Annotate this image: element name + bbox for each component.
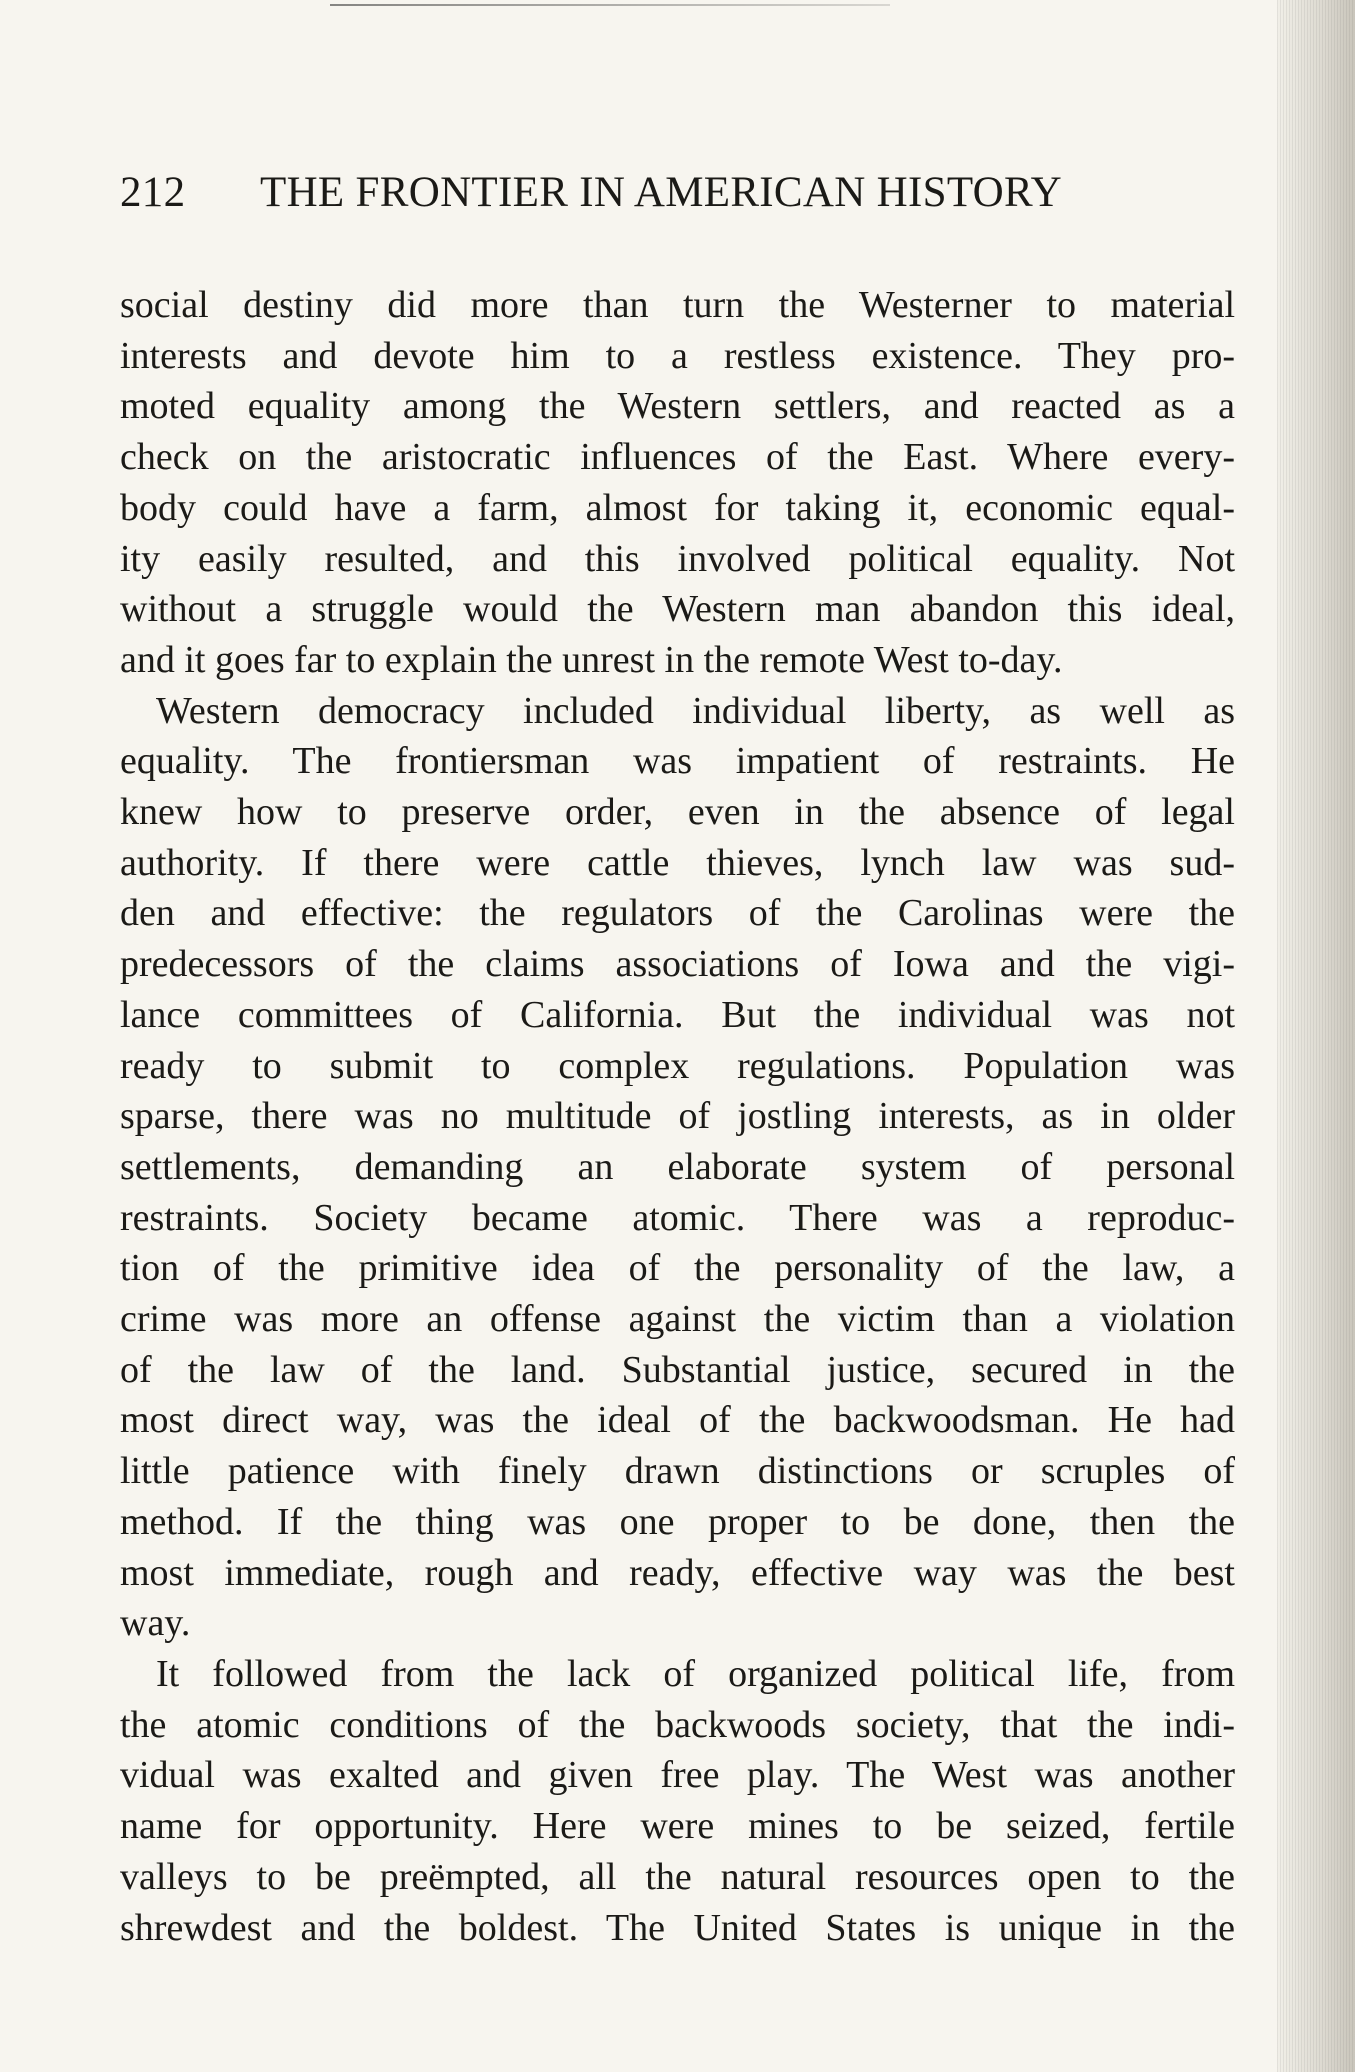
text-line: moted equality among the Western settlers, and reacted as a bbox=[120, 385, 1235, 428]
text-line: most immediate, rough and ready, effective way was the best bbox=[120, 1551, 1235, 1594]
text-line: restraints. Society became atomic. There was a reproduc- bbox=[120, 1196, 1235, 1239]
paragraph-3 bbox=[120, 1649, 1235, 1953]
text-line: lance committees of California. But the individual was not bbox=[120, 993, 1235, 1036]
text-line: way. bbox=[120, 1602, 191, 1645]
text-line: settlements, demanding an elaborate system of personal bbox=[120, 1145, 1235, 1188]
paragraph-2 bbox=[120, 686, 1235, 1649]
text-line: check on the aristocratic influences of the East. Where every- bbox=[120, 436, 1235, 479]
top-edge-rule bbox=[330, 4, 890, 6]
text-line: social destiny did more than turn the Westerner to material bbox=[120, 284, 1235, 326]
text-line: sparse, there was no multitude of jostling interests, as in older bbox=[120, 1095, 1235, 1138]
text-line: body could have a farm, almost for taking it, economic equal- bbox=[120, 486, 1235, 529]
page-number: 212 bbox=[120, 169, 186, 216]
text-line: authority. If there were cattle thieves, lynch law was sud- bbox=[120, 841, 1235, 884]
text-line: ity easily resulted, and this involved political equality. Not bbox=[120, 537, 1235, 580]
text-line: and it goes far to explain the unrest in the remote West to-day. bbox=[120, 638, 1063, 681]
text-line: name for opportunity. Here were mines to be seized, fertile bbox=[120, 1805, 1235, 1848]
text-line: knew how to preserve order, even in the absence of legal bbox=[120, 791, 1235, 834]
page-edge-shadow bbox=[1277, 0, 1355, 2072]
text-line: equality. The frontiersman was impatient of restraints. He bbox=[120, 740, 1235, 783]
text-line: interests and devote him to a restless existence. They pro- bbox=[120, 334, 1235, 377]
running-title: THE FRONTIER IN AMERICAN HISTORY bbox=[260, 169, 1062, 216]
text-line: of the law of the land. Substantial justice, secured in the bbox=[120, 1348, 1235, 1391]
text-line: tion of the primitive idea of the personality of the law, a bbox=[120, 1247, 1235, 1290]
body-text bbox=[120, 280, 1235, 1953]
text-line: most direct way, was the ideal of the backwoodsman. He had bbox=[120, 1399, 1235, 1442]
text-line: It followed from the lack of organized political life, from bbox=[156, 1652, 1235, 1695]
text-line: Western democracy included individual liberty, as well as bbox=[156, 689, 1235, 732]
text-line: method. If the thing was one proper to be done, then the bbox=[120, 1500, 1235, 1543]
paragraph-1 bbox=[120, 280, 1235, 686]
text-line: den and effective: the regulators of the Carolinas were the bbox=[120, 892, 1235, 935]
text-line: ready to submit to complex regulations. Population was bbox=[120, 1044, 1235, 1087]
text-line: little patience with finely drawn distinctions or scruples of bbox=[120, 1450, 1235, 1493]
text-line: valleys to be preëmpted, all the natural resources open to the bbox=[120, 1855, 1235, 1898]
text-line: crime was more an offense against the victim than a violation bbox=[120, 1298, 1235, 1341]
text-line: vidual was exalted and given free play. The West was another bbox=[120, 1754, 1235, 1797]
text-line: predecessors of the claims associations of Iowa and the vigi- bbox=[120, 943, 1235, 986]
text-line: shrewdest and the boldest. The United States is unique in the bbox=[120, 1906, 1235, 1949]
text-line: the atomic conditions of the backwoods society, that the indi- bbox=[120, 1703, 1235, 1746]
text-line: without a struggle would the Western man abandon this ideal, bbox=[120, 588, 1235, 631]
book-page bbox=[120, 168, 1235, 1953]
running-head bbox=[120, 168, 1235, 238]
